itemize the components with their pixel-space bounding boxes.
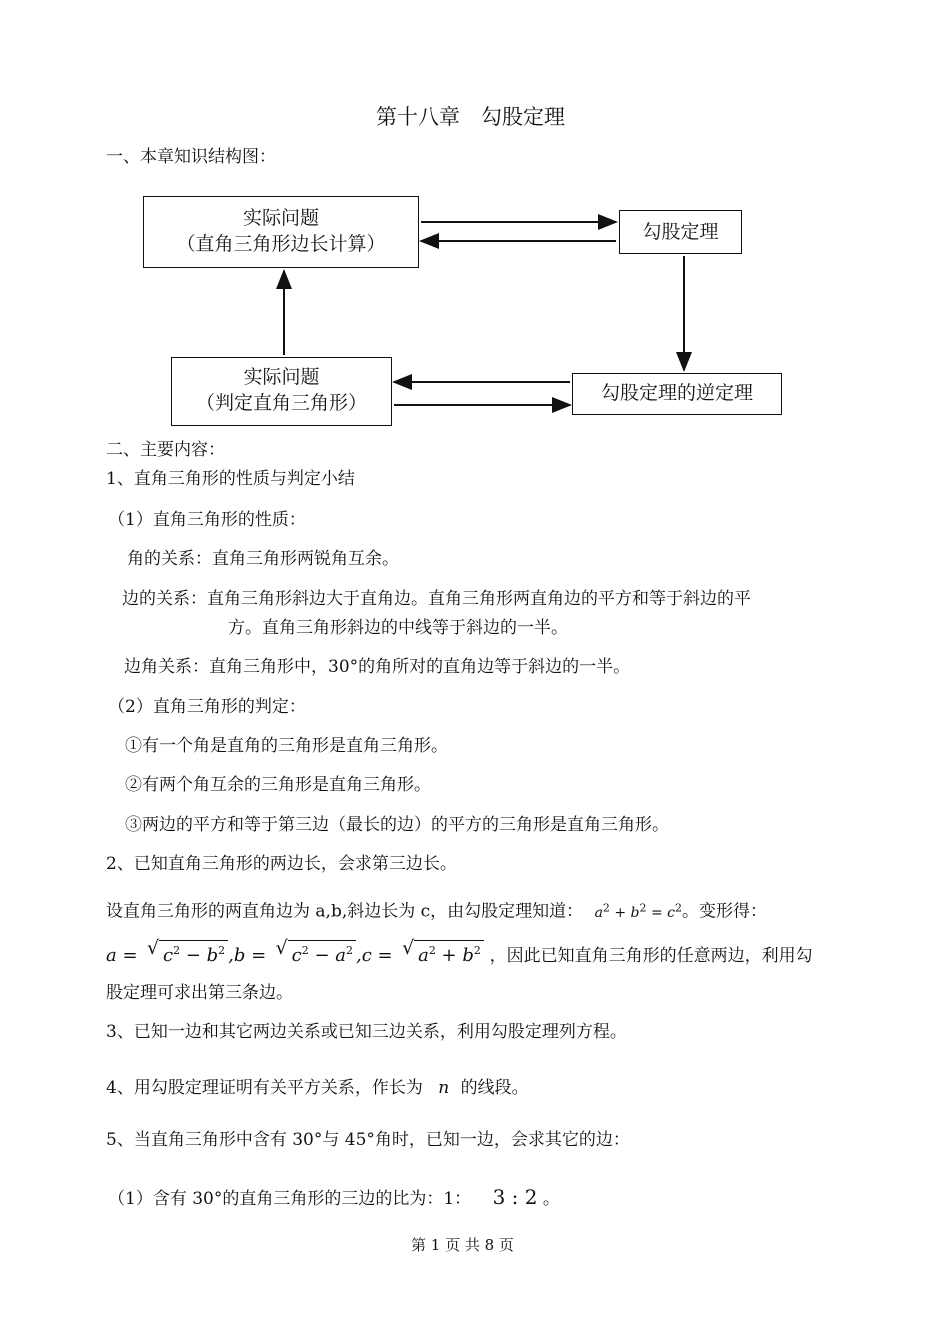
item-1: 1、直角三角形的性质与判定小结: [106, 469, 355, 489]
pythagorean-formula: $a^2 + b^2 = c^2$: [594, 901, 682, 921]
item-5-1: （1）含有 30°的直角三角形的三边的比为：1： 3 : 2 。: [108, 1185, 560, 1209]
item-2-text: 设直角三角形的两直角边为 a,b,斜边长为 c，由勾股定理知道： $a^2 + b^2 = c^2$。变形得：: [106, 901, 767, 922]
item-4: 4、用勾股定理证明有关平方关系，作长为 n 的线段。: [106, 1078, 529, 1098]
side-relation-line2: 方。直角三角形斜边的中线等于斜边的一半。: [228, 618, 568, 638]
variable-n: n: [438, 1078, 450, 1098]
item-3: 3、已知一边和其它两边关系或已知三边关系，利用勾股定理列方程。: [106, 1022, 627, 1042]
item-2: 2、已知直角三角形的两边长，会求第三边长。: [106, 854, 457, 874]
item-5: 5、当直角三角形中含有 30°与 45°角时，已知一边，会求其它的边：: [106, 1130, 630, 1150]
judgement-3: ③两边的平方和等于第三边（最长的边）的平方的三角形是直角三角形。: [125, 815, 669, 835]
side-relation-line1: 边的关系：直角三角形斜边大于直角边。直角三角形两直角边的平方和等于斜边的平: [122, 589, 751, 609]
page-title: 第十八章 勾股定理: [376, 105, 565, 129]
item-1-2: （2）直角三角形的判定：: [108, 697, 306, 717]
item-2-end: 股定理可求出第三条边。: [106, 983, 293, 1003]
box-practical-problem-judge: 实际问题 （判定直角三角形）: [171, 357, 392, 426]
ratio-value: 3 : 2: [492, 1185, 538, 1209]
formula-b: b = √ $c^2 - a^2$ ,: [234, 945, 362, 966]
judgement-2: ②有两个角互余的三角形是直角三角形。: [125, 775, 431, 795]
item-2-formulas: a = √ $c^2 - b^2$ ,b = √ $c^2 - a^2$ ,c = √ $a^2 + b^2$ ，因此已知直角三角形的任意两边，利用勾: [106, 940, 813, 966]
judgement-1: ①有一个角是直角的三角形是直角三角形。: [125, 736, 448, 756]
section-structure-heading: 一、本章知识结构图：: [106, 147, 276, 167]
section-main-content-heading: 二、主要内容：: [106, 440, 225, 460]
angle-relation: 角的关系：直角三角形两锐角互余。: [127, 549, 399, 569]
formula-c: c = √ $a^2 + b^2$: [362, 945, 484, 966]
item-1-1: （1）直角三角形的性质：: [108, 510, 306, 530]
page-footer: 第 1 页 共 8 页: [411, 1236, 514, 1254]
box-practical-problem-length: 实际问题 （直角三角形边长计算）: [143, 196, 419, 268]
box-converse-theorem: 勾股定理的逆定理: [572, 373, 782, 415]
side-angle-relation: 边角关系：直角三角形中，30°的角所对的直角边等于斜边的一半。: [124, 657, 631, 677]
box-pythagorean-theorem: 勾股定理: [619, 210, 742, 254]
formula-a: a = √ $c^2 - b^2$ ,: [106, 945, 234, 966]
